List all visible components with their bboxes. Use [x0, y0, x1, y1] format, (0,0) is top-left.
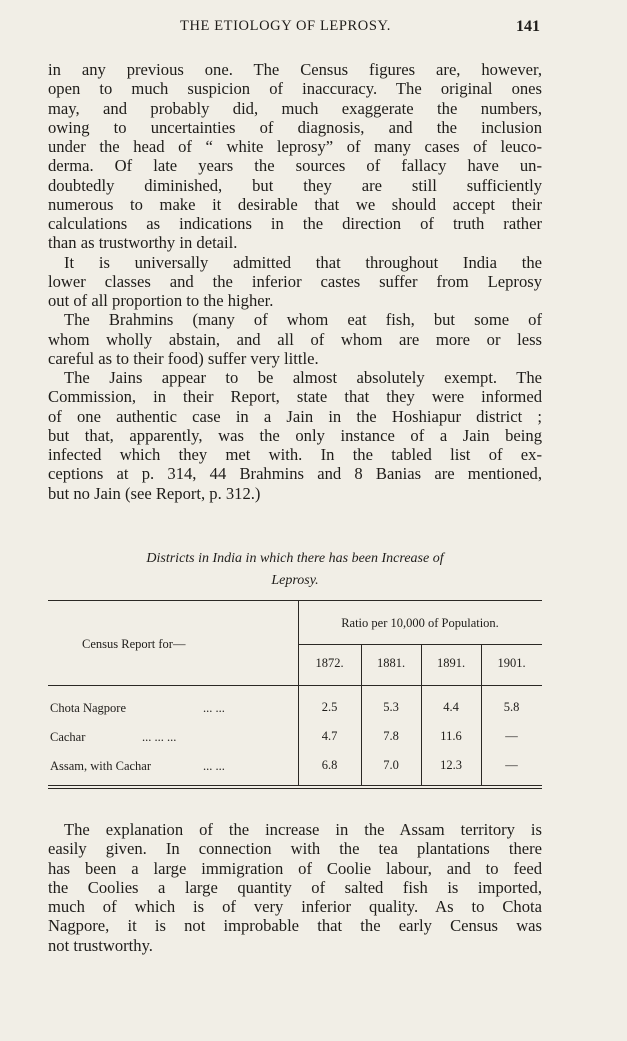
value-cell: 6.8	[321, 758, 338, 772]
text-line: but no Jain (see Report, p. 312.)	[48, 483, 261, 503]
year-1891: 1891.	[436, 656, 466, 670]
group-header-label: Ratio per 10,000 of Population.	[341, 616, 499, 630]
text-line: The Brahmins (many of whom eat fish, but some of	[64, 310, 542, 330]
district-name: Cachar	[50, 730, 86, 744]
text-line: numerous to make it desirable that we should accept their	[48, 194, 542, 214]
text-line: derma. Of late years the sources of fallacy have un-	[48, 156, 542, 176]
leader-dots: ... ...	[203, 759, 225, 773]
text-line: out of all proportion to the higher.	[48, 291, 274, 310]
value-cell: —	[505, 729, 518, 743]
year-1881: 1881.	[376, 656, 406, 670]
district-name: Chota Nagpore	[50, 701, 127, 715]
text-line: easily given. In connection with the tea plantations there	[48, 839, 542, 859]
text-line: not trustworthy.	[48, 935, 153, 955]
value-cell: 12.3	[440, 758, 462, 772]
text-line: Commission, in their Report, state that they were informed	[48, 387, 542, 407]
header-bottom-rule	[48, 685, 542, 686]
group-header-rule	[298, 644, 542, 645]
table-top-rule	[48, 600, 542, 601]
text-line: under the head of “ white leprosy” of many cases of leuco-	[48, 137, 542, 156]
district-name: Assam, with Cachar	[50, 759, 152, 773]
value-cell: 11.6	[440, 729, 462, 743]
value-cell: 2.5	[321, 700, 338, 714]
running-title: THE ETIOLOGY OF LEPROSY.	[180, 18, 391, 34]
text-line: The explanation of the increase in the Assam territory is	[64, 820, 542, 839]
leader-dots: ... ... ...	[142, 730, 177, 744]
value-cell: 4.7	[321, 729, 338, 743]
text-line: owing to uncertainties of diagnosis, and the inclusion	[48, 117, 542, 137]
text-line: The Jains appear to be almost absolutely exempt. The	[64, 368, 542, 387]
text-line: much of which is of very inferior quality. As to Chota	[48, 897, 542, 916]
text-line: has been a large immigration of Coolie labour, and to feed	[48, 858, 542, 878]
text-line: open to much suspicion of inaccuracy. The original ones	[48, 79, 542, 99]
paragraph-assam-explanation	[48, 820, 542, 955]
text-line: of one authentic case in a Jain in the Hoshiapur district ;	[48, 406, 542, 426]
text-line: doubtedly diminished, but they are still sufficiently	[48, 175, 542, 195]
caption-line: Leprosy.	[271, 573, 319, 588]
text-line: lower classes and the inferior castes suffer from Leprosy	[48, 271, 542, 291]
leader-dots: ... ...	[203, 701, 225, 715]
running-header	[48, 18, 540, 40]
year-1901: 1901.	[497, 656, 526, 670]
text-line: It is universally admitted that throughout India the	[64, 252, 542, 272]
paragraph-census-inaccuracy	[48, 60, 542, 503]
leprosy-increase-table	[48, 600, 542, 790]
value-cell: 7.8	[383, 729, 399, 743]
text-line: may, and probably did, much exaggerate the numbers,	[48, 98, 542, 118]
text-line: whom wholly abstain, and all of whom are more or less	[48, 329, 542, 349]
text-line: Nagpore, it is not improbable that the early Census was	[48, 916, 542, 936]
text-line: but that, apparently, was the only instance of a Jain being	[48, 425, 542, 445]
value-cell: 5.8	[503, 700, 520, 714]
value-cell: —	[505, 758, 518, 772]
table-bottom-rule-double	[48, 788, 542, 789]
value-cell: 7.0	[383, 758, 399, 772]
value-cell: 4.4	[443, 700, 459, 714]
text-line: ceptions at p. 314, 44 Brahmins and 8 Banias are mentioned,	[48, 464, 542, 484]
text-line: than as trustworthy in detail.	[48, 233, 238, 253]
text-line: infected which they met with. In the tabled list of ex-	[48, 445, 542, 464]
text-line: careful as to their food) suffer very little.	[48, 348, 319, 368]
value-cell: 5.3	[383, 700, 399, 714]
caption-line: Districts in India in which there has been Increase of	[146, 551, 444, 566]
year-1872: 1872.	[315, 656, 344, 670]
page-number: 141	[516, 18, 540, 35]
row-header-label: Census Report for—	[82, 637, 186, 651]
table-bottom-rule	[48, 785, 542, 786]
text-line: in any previous one. The Census figures are, however,	[48, 60, 542, 79]
text-line: the Coolies a large quantity of salted fish is imported,	[48, 877, 542, 897]
text-line: calculations as indications in the direction of truth rather	[48, 214, 542, 233]
table-caption	[48, 548, 542, 592]
